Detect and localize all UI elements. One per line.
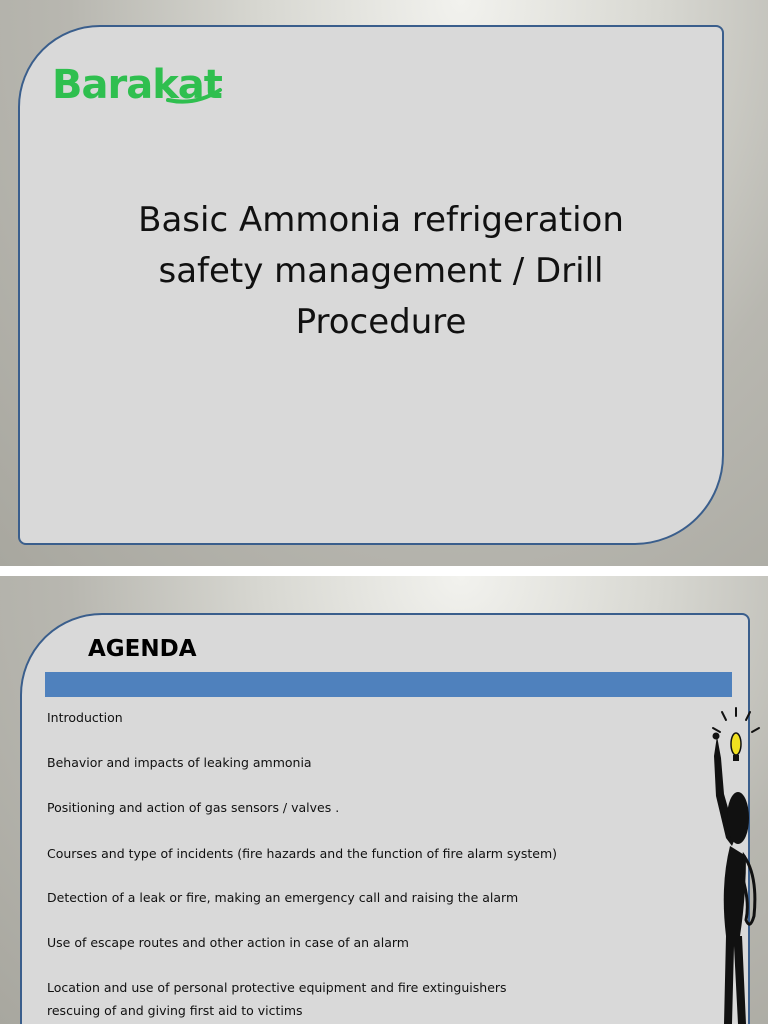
title-line: Basic Ammonia refrigeration <box>138 200 624 240</box>
agenda-item: Positioning and action of gas sensors / valves . <box>47 800 340 815</box>
agenda-item: rescuing of and giving first aid to victims <box>47 1003 303 1018</box>
agenda-header-bar <box>45 672 732 697</box>
agenda-item: Introduction <box>47 710 123 725</box>
agenda-item: Courses and type of incidents (fire hazards and the function of fire alarm system) <box>47 846 557 861</box>
agenda-item: Behavior and impacts of leaking ammonia <box>47 755 312 770</box>
title-line: safety management / Drill <box>158 251 604 291</box>
agenda-item: Detection of a leak or fire, making an emergency call and raising the alarm <box>47 890 519 905</box>
title-line: Procedure <box>295 302 467 342</box>
agenda-item: Location and use of personal protective equipment and fire extinguishers <box>47 980 507 995</box>
agenda-item: Use of escape routes and other action in case of an alarm <box>47 935 409 950</box>
slide-gap <box>0 566 768 576</box>
logo-text: Barakat <box>52 62 222 108</box>
idea-person-illustration <box>700 706 768 1024</box>
barakat-logo <box>50 50 225 110</box>
slide-title <box>90 195 672 348</box>
agenda-heading: AGENDA <box>88 636 197 662</box>
